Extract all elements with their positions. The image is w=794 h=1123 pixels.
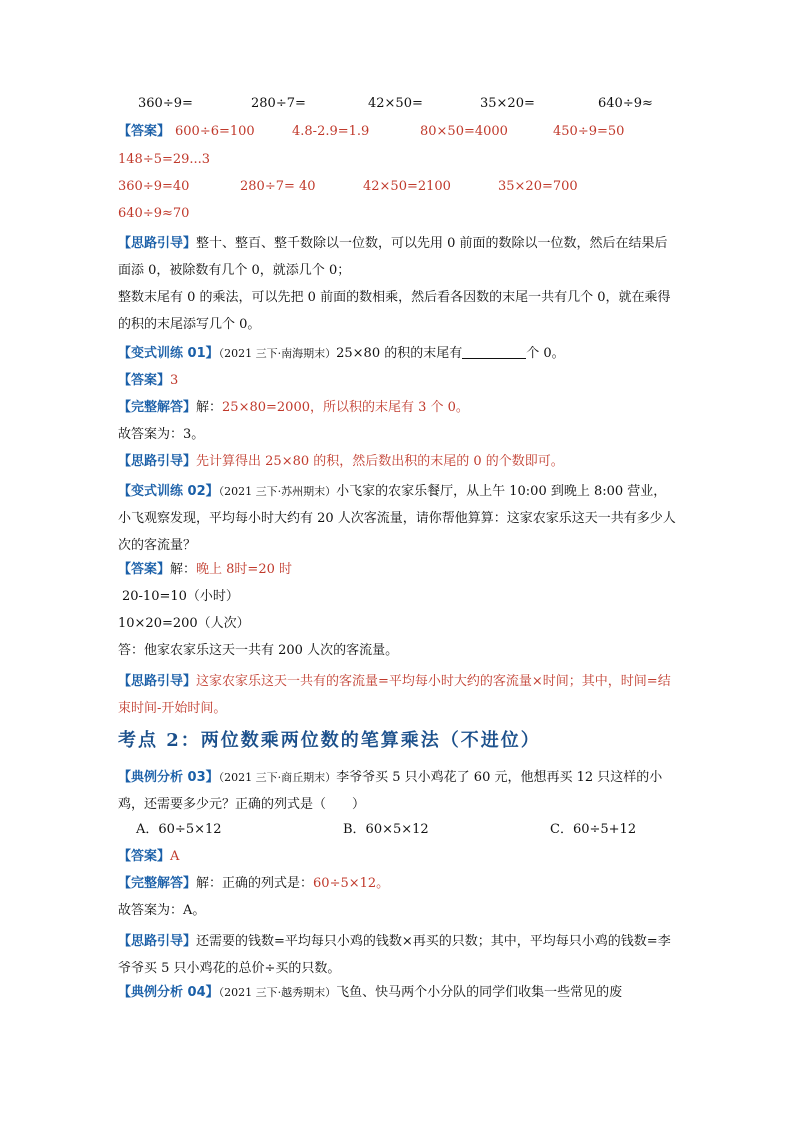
ex01-answer-blank [462,344,526,359]
answer-item: 360÷9=40 [118,179,190,194]
answer-item: 42×50=2100 [363,179,451,194]
answer-tag: 【答案】 [118,124,171,139]
exercise-row [118,94,678,114]
ex03-question [118,764,678,818]
answer-tag: 【答案】 [118,849,171,864]
ex02-final: 答：他家农家乐这天一共有 200 人次的客流量。 [118,643,399,658]
ex03-solution [118,874,389,894]
answer-tag: 【答案】 [118,562,171,577]
ex03-tag: 【典例分析 03】 [118,770,219,785]
ex04-question-text: 飞鱼、快马两个小分队的同学们收集一些常见的废 [336,985,623,1000]
answer-row: 640÷9≈70 [118,206,190,221]
ex02-source: （2021 三下·苏州期末） [218,485,337,498]
answer-item: 450÷9=50 [553,124,625,139]
ex02-guide [118,668,678,722]
exercise-item: 360÷9= [138,96,193,111]
answer-value: 3 [170,373,179,388]
guide-tag: 【思路引导】 [118,454,197,469]
ex01-question-text-b: 个 0。 [526,346,565,361]
exercise-item: 35×20= [480,96,535,111]
exercise-item: 280÷7= [251,96,306,111]
ex03-source: （2021 三下·商丘期末） [218,771,337,784]
guide-text: 还需要的钱数=平均每只小鸡的钱数×再买的只数；其中，平均每只小鸡的钱数=李爷爷买 5 只小鸡花的总价÷买的只数。 [118,934,671,976]
solution-text: 60÷5×12。 [313,876,390,891]
ex02-question [118,478,678,559]
ex02-step: 20-10=10（小时） [122,589,239,604]
guide-tag: 【思路引导】 [118,934,197,949]
ex02-question-text: 小飞家的农家乐餐厅，从上午 10:00 到晚上 8:00 营业，小飞观察发现，平均每小时大约有 20 人次客流量，请你帮他算算：这家农家乐这天一共有多少人次的客流量？ [118,484,676,553]
option-b: B．60×5×12 [343,822,429,837]
answer-row [118,177,678,197]
guide-text: 整十、整百、整千数除以一位数，可以先用 0 前面的数除以一位数，然后在结果后面添 0，被除数有几个 0，就添几个 0； [118,236,668,278]
ex02-answer [118,560,292,580]
ex01-answer [118,371,178,391]
ex01-conclusion: 故答案为：3。 [118,427,205,442]
ex03-guide [118,928,678,982]
solution-prefix: 解：正确的列式是： [196,876,314,891]
ex04-source: （2021 三下·越秀期末） [218,986,337,999]
ex02-step: 10×20=200（人次） [118,616,250,631]
answer-row [118,122,678,142]
exercise-item: 42×50= [368,96,423,111]
option-c: C．60÷5+12 [550,822,637,837]
answer-prefix: 解： [170,562,197,577]
exercise-item: 640÷9≈ [598,96,653,111]
answer-text: 晚上 8时=20 时 [196,562,293,577]
solution-tag: 【完整解答】 [118,876,197,891]
solution-prefix: 解： [196,400,223,415]
ex03-options [118,820,678,840]
ex01-tag: 【变式训练 01】 [118,346,219,361]
ex01-question-text-a: 25×80 的积的末尾有 [336,346,463,361]
guide-tag: 【思路引导】 [118,236,197,251]
answer-item: 4.8-2.9=1.9 [292,124,370,139]
ex03-conclusion: 故答案为：A。 [118,903,206,918]
solution-tag: 【完整解答】 [118,400,197,415]
ex04-question [118,983,622,1003]
section-heading: 考点 2：两位数乘两位数的笔算乘法（不进位） [118,730,541,751]
guide-text: 先计算得出 25×80 的积，然后数出积的末尾的 0 的个数即可。 [196,454,564,469]
ex03-question-text: 李爷爷买 5 只小鸡花了 60 元，他想再买 12 只这样的小鸡，还需要多少元？正确的列式是（ ） [118,770,663,812]
guide-text: 这家农家乐这天一共有的客流量=平均每小时大约的客流量×时间；其中，时间=结束时间-开始时间。 [118,674,671,716]
ex03-answer [118,847,179,867]
guide-paragraph [118,230,678,284]
ex04-tag: 【典例分析 04】 [118,985,219,1000]
answer-tag: 【答案】 [118,373,171,388]
ex01-guide [118,452,564,472]
ex01-solution [118,398,469,418]
answer-item: 35×20=700 [498,179,578,194]
ex02-tag: 【变式训练 02】 [118,484,219,499]
option-a: A．60÷5×12 [136,822,222,837]
answer-item: 80×50=4000 [420,124,508,139]
answer-row: 148÷5=29...3 [118,152,211,167]
guide-paragraph: 整数末尾有 0 的乘法，可以先把 0 前面的数相乘，然后看各因数的末尾一共有几个 0，就在乘得的积的末尾添写几个 0。 [118,290,671,332]
answer-value: A [170,849,180,864]
guide-tag: 【思路引导】 [118,674,197,689]
answer-item: 280÷7= 40 [240,179,316,194]
answer-item: 600÷6=100 [175,124,255,139]
ex01-source: （2021 三下·南海期末） [218,347,337,360]
ex01-question [118,344,565,364]
solution-text: 25×80=2000，所以积的末尾有 3 个 0。 [222,400,469,415]
